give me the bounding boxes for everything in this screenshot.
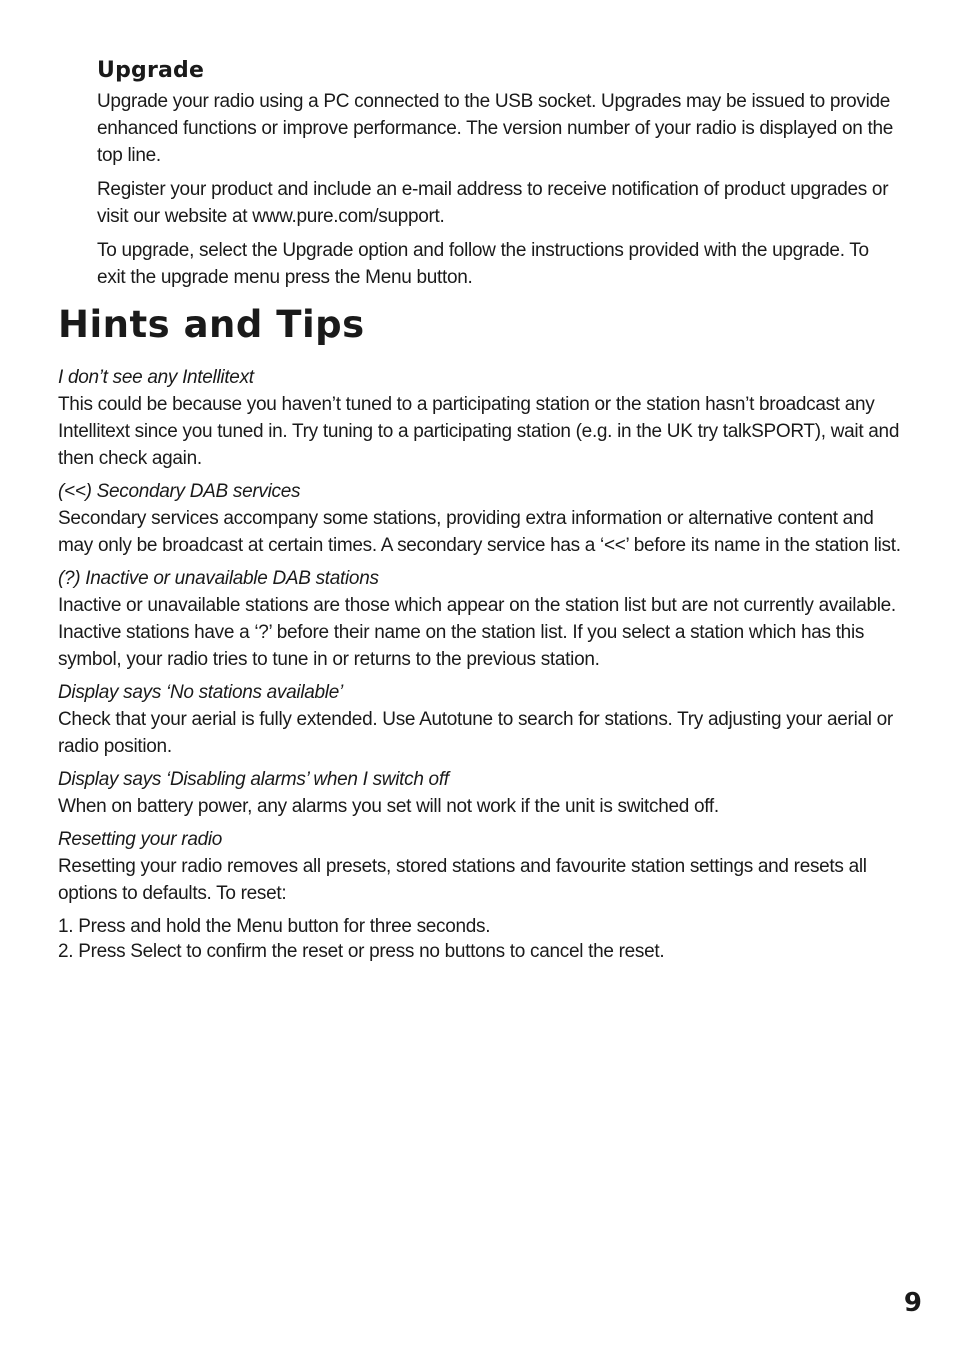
hints-section xyxy=(58,300,903,970)
tip-heading: I don’t see any Intellitext xyxy=(58,367,254,388)
upgrade-section xyxy=(97,56,897,298)
tip-body: Secondary services accompany some stations, providing extra information or alternative content and may only be broadcast at certain times. A secondary service has a ‘<<’ before its name in the station list. xyxy=(58,508,901,556)
tip-body: This could be because you haven’t tuned to a participating station or the station hasn’t broadcast any Intellitext since you tuned in. Try tuning to a participating station (e.g. in the UK try talkSPORT), wait and then check again. xyxy=(58,394,900,469)
tip-heading: Display says ‘Disabling alarms’ when I switch off xyxy=(58,769,449,790)
upgrade-paragraph: Register your product and include an e-mail address to receive notification of product upgrades or visit our website at www.pure.com/support. xyxy=(97,179,889,227)
hints-heading: Hints and Tips xyxy=(58,303,365,346)
page-number: 9 xyxy=(903,1288,922,1318)
tip-heading: Resetting your radio xyxy=(58,829,223,850)
reset-step: 1. Press and hold the Menu button for three seconds. xyxy=(58,916,491,937)
tip-body: Inactive or unavailable stations are those which appear on the station list but are not currently available. Inactive stations have a ‘?’ before their name on the station list. If you select a station which has this symbol, your radio tries to tune in or returns to the previous station. xyxy=(58,595,896,670)
tip-inactive-stations xyxy=(58,565,903,673)
tip-secondary-services xyxy=(58,478,903,559)
tip-resetting xyxy=(58,826,903,964)
tip-heading: (?) Inactive or unavailable DAB stations xyxy=(58,568,379,589)
tip-disabling-alarms xyxy=(58,766,903,820)
tip-body: When on battery power, any alarms you set will not work if the unit is switched off. xyxy=(58,796,719,817)
upgrade-paragraph: Upgrade your radio using a PC connected to the USB socket. Upgrades may be issued to provide enhanced functions or improve performance. The version number of your radio is displayed on the top line. xyxy=(97,91,893,166)
tip-no-stations xyxy=(58,679,903,760)
tip-body: Check that your aerial is fully extended. Use Autotune to search for stations. Try adjusting your aerial or radio position. xyxy=(58,709,893,757)
upgrade-paragraph: To upgrade, select the Upgrade option and follow the instructions provided with the upgrade. To exit the upgrade menu press the Menu button. xyxy=(97,240,869,288)
tip-heading: (<<) Secondary DAB services xyxy=(58,481,301,502)
tip-heading: Display says ‘No stations available’ xyxy=(58,682,343,703)
reset-step: 2. Press Select to confirm the reset or press no buttons to cancel the reset. xyxy=(58,941,665,962)
tip-intellitext xyxy=(58,364,903,472)
tip-body: Resetting your radio removes all presets, stored stations and favourite station settings and resets all options to defaults. To reset: xyxy=(58,856,867,904)
upgrade-heading: Upgrade xyxy=(97,58,205,83)
reset-steps-list xyxy=(58,914,903,964)
